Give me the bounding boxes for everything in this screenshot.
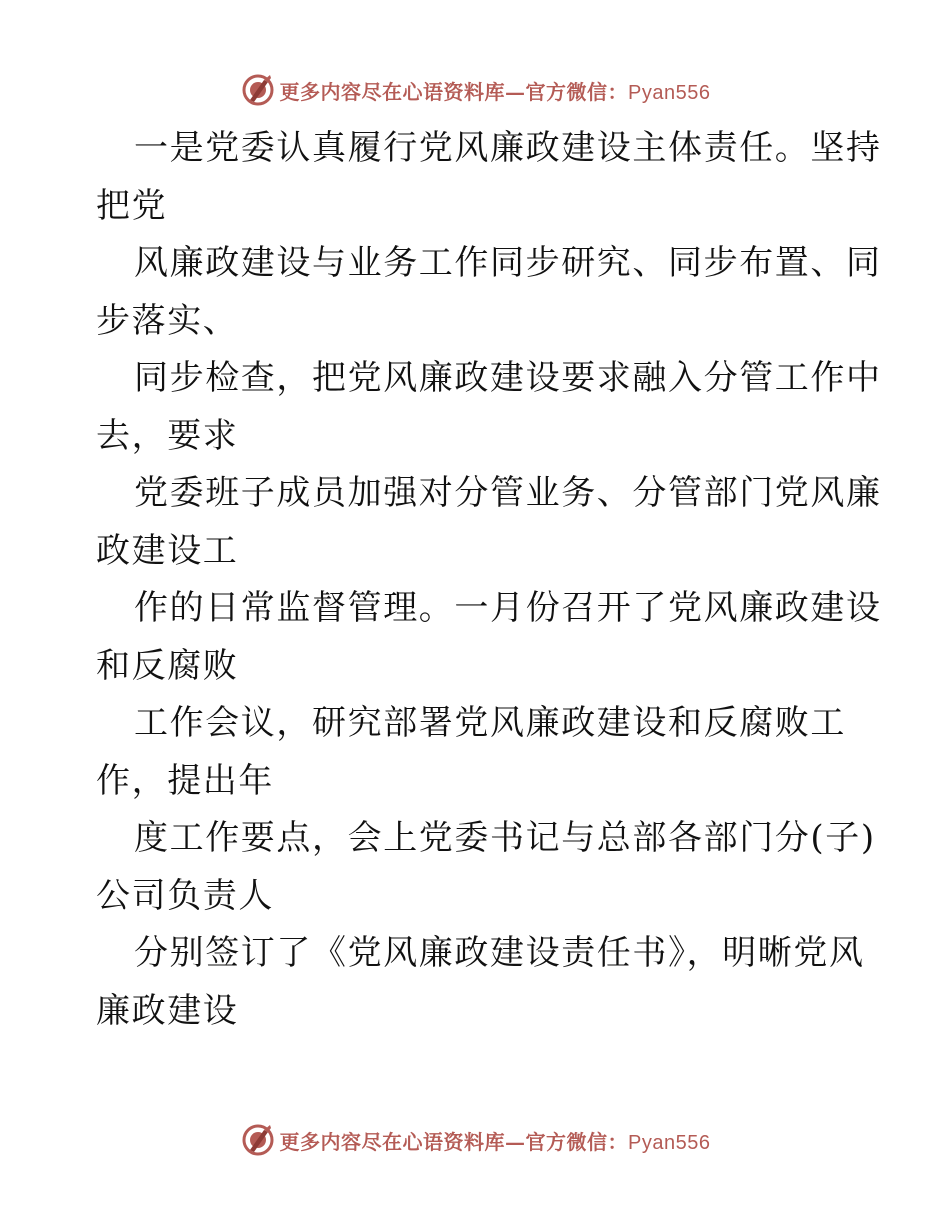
text-line: 风廉政建设与业务工作同步研究、同步布置、同 bbox=[134, 243, 882, 283]
pen-logo-icon bbox=[240, 72, 276, 108]
text-line: 公司负责人 bbox=[96, 875, 274, 916]
text-line: 去，要求 bbox=[96, 415, 239, 456]
watermark-text: 更多内容尽在心语资料库—官方微信：Pyan556 bbox=[279, 1129, 711, 1154]
text-line: 廉政建设 bbox=[96, 990, 239, 1031]
text-line: 把党 bbox=[96, 185, 168, 226]
text-line: 党委班子成员加强对分管业务、分管部门党风廉 bbox=[134, 473, 882, 513]
text-line: 政建设工 bbox=[96, 530, 239, 571]
text-line: 度工作要点，会上党委书记与总部各部门分(子) bbox=[134, 818, 876, 858]
watermark-text: 更多内容尽在心语资料库—官方微信：Pyan556 bbox=[279, 79, 711, 104]
text-line: 一是党委认真履行党风廉政建设主体责任。坚持 bbox=[134, 128, 882, 168]
text-line: 同步检查，把党风廉政建设要求融入分管工作中 bbox=[134, 358, 882, 398]
text-line: 分别签订了《党风廉政建设责任书》，明晰党风 bbox=[134, 933, 865, 973]
text-line: 和反腐败 bbox=[96, 645, 239, 686]
text-line: 作的日常监督管理。一月份召开了党风廉政建设 bbox=[134, 588, 882, 628]
text-line: 工作会议，研究部署党风廉政建设和反腐败工 bbox=[134, 703, 846, 743]
document-body bbox=[96, 120, 882, 1040]
footer-watermark bbox=[0, 1120, 950, 1160]
header-watermark bbox=[0, 70, 950, 110]
text-line: 作，提出年 bbox=[96, 760, 274, 801]
text-line: 步落实、 bbox=[96, 300, 239, 341]
pen-logo-icon bbox=[240, 1122, 276, 1158]
